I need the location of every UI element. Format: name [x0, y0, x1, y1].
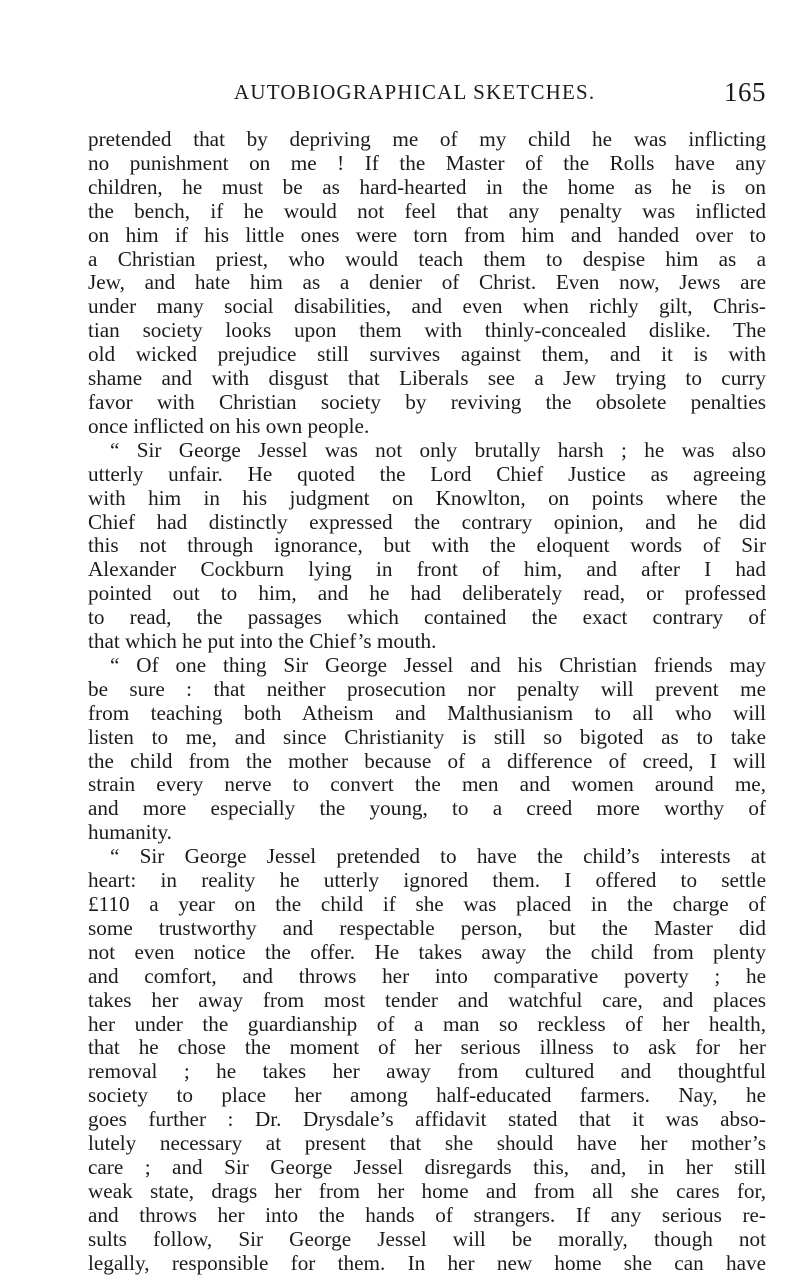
text-line: society to place her among half-educated farmers. Nay, he — [88, 1083, 766, 1108]
text-line: the bench, if he would not feel that any penalty was inflicted — [88, 198, 766, 223]
text-line: to read, the passages which contained the exact contrary of — [88, 605, 766, 630]
text-line: a Christian priest, who would teach them to despise him as a — [88, 246, 766, 271]
text-line: pointed out to him, and he had deliberately read, or professed — [88, 581, 766, 606]
text-line: no punishment on me ! If the Master of the Rolls have any — [88, 150, 766, 175]
text-line: that which he put into the Chief’s mouth. — [88, 629, 437, 654]
text-line: removal ; he takes her away from cultured and thoughtful — [88, 1059, 766, 1084]
text-line: once inflicted on his own people. — [88, 413, 370, 438]
text-line: heart: in reality he utterly ignored them. I offered to settle — [88, 868, 766, 893]
text-line: strain every nerve to convert the men and women around me, — [88, 772, 766, 797]
text-line: utterly unfair. He quoted the Lord Chief Justice as agreeing — [88, 461, 766, 486]
text-line: with him in his judgment on Knowlton, on points where the — [88, 485, 766, 510]
text-line: this not through ignorance, but with the eloquent words of Sir — [88, 533, 766, 558]
text-line: and more especially the young, to a creed more worthy of — [88, 796, 766, 821]
text-line: “ Sir George Jessel pretended to have the child’s interests at — [110, 844, 766, 869]
text-line: that he chose the moment of her serious illness to ask for her — [88, 1035, 766, 1060]
text-line: Jew, and hate him as a denier of Christ. Even now, Jews are — [88, 270, 766, 295]
text-line: from teaching both Atheism and Malthusianism to all who will — [88, 700, 766, 725]
text-line: her under the guardianship of a man so reckless of her health, — [88, 1011, 766, 1036]
text-line: Chief had distinctly expressed the contrary opinion, and he did — [88, 509, 766, 534]
text-line: children, he must be as hard-hearted in the home as he is on — [88, 174, 766, 199]
body-text — [88, 128, 766, 1276]
text-line: lutely necessary at present that she should have her mother’s — [88, 1131, 766, 1156]
book-page — [88, 0, 766, 1285]
text-line: on him if his little ones were torn from him and handed over to — [88, 222, 766, 247]
text-line: weak state, drags her from her home and from all she cares for, — [88, 1178, 766, 1203]
text-line: goes further : Dr. Drysdale’s affidavit stated that it was abso- — [88, 1107, 766, 1132]
text-line: and comfort, and throws her into comparative poverty ; he — [88, 963, 766, 988]
text-line: tian society looks upon them with thinly-concealed dislike. The — [88, 318, 766, 343]
page-number: 165 — [724, 77, 766, 107]
text-line: old wicked prejudice still survives against them, and it is with — [88, 342, 766, 367]
text-line: not even notice the offer. He takes away the child from plenty — [88, 939, 766, 964]
text-line: humanity. — [88, 820, 172, 845]
text-line: the child from the mother because of a difference of creed, I will — [88, 748, 766, 773]
text-line: “ Of one thing Sir George Jessel and his Christian friends may — [110, 652, 766, 677]
text-line: legally, responsible for them. In her new home she can have — [88, 1250, 766, 1275]
text-line: be sure : that neither prosecution nor penalty will prevent me — [88, 676, 766, 701]
text-line: £110 a year on the child if she was placed in the charge of — [88, 892, 766, 916]
running-title: AUTOBIOGRAPHICAL SKETCHES. — [234, 80, 596, 104]
text-line: listen to me, and since Christianity is still so bigoted as to take — [88, 724, 766, 749]
text-line: some trustworthy and respectable person, but the Master did — [88, 915, 766, 940]
running-head — [88, 72, 766, 112]
text-line: favor with Christian society by reviving the obsolete penalties — [88, 389, 766, 414]
text-line: shame and with disgust that Liberals see a Jew trying to curry — [88, 366, 766, 391]
text-line: pretended that by depriving me of my child he was inflicting — [88, 127, 766, 151]
text-line: “ Sir George Jessel was not only brutally harsh ; he was also — [110, 437, 766, 462]
text-line: care ; and Sir George Jessel disregards this, and, in her still — [88, 1154, 766, 1179]
text-line: takes her away from most tender and watchful care, and places — [88, 987, 766, 1012]
text-line: and throws her into the hands of strangers. If any serious re- — [88, 1202, 766, 1227]
text-line: under many social disabilities, and even when richly gilt, Chris- — [88, 294, 766, 319]
text-line: sults follow, Sir George Jessel will be morally, though not — [88, 1226, 766, 1251]
text-line: Alexander Cockburn lying in front of him, and after I had — [88, 557, 766, 582]
